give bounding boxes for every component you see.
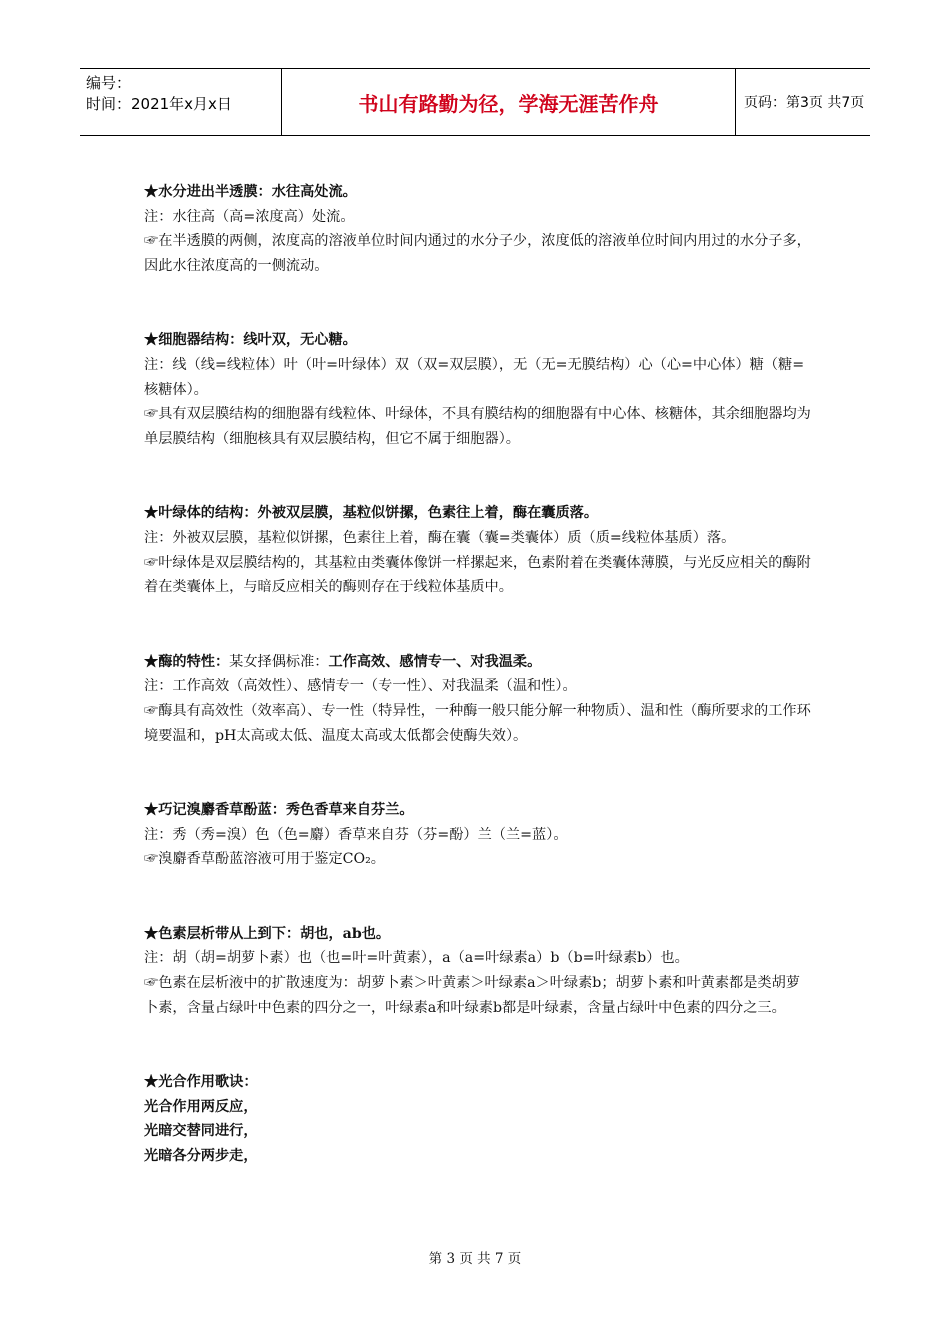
section-title: ★巧记溴麝香草酚蓝：秀色香草来自芬兰。 (144, 802, 414, 819)
section-title: ★水分进出半透膜：水往高处流。 (144, 184, 357, 200)
section-pigment-chromatography (144, 922, 814, 1020)
section-explanation: ☞叶绿体是双层膜结构的，其基粒由类囊体像饼一样摞起来，色素附着在类囊体薄膜，与光反应相关的酶附着在类囊体上，与暗反应相关的酶则存在于线粒体基质中。 (144, 554, 811, 596)
page-header (80, 68, 870, 136)
section-photosynthesis-poem (144, 1070, 814, 1168)
section-title: ★叶绿体的结构：外被双层膜，基粒似饼摞，色素往上着，酶在囊质落。 (144, 505, 599, 522)
section-chloroplast-structure (144, 501, 814, 599)
poem-line: 光合作用两反应， (144, 1098, 258, 1115)
header-info-cell (80, 69, 282, 135)
section-note: 注：胡（胡=胡萝卜素）也（也=叶=叶黄素），a（a=叶绿素a）b（b=叶绿素b）也。 (144, 950, 689, 967)
section-explanation: ☞在半透膜的两侧，浓度高的溶液单位时间内通过的水分子少，浓度低的溶液单位时间内用过的水分子多，因此水往浓度高的一侧流动。 (144, 233, 811, 274)
section-title: ★细胞器结构：线叶双，无心糖。 (144, 332, 357, 349)
section-explanation: ☞具有双层膜结构的细胞器有线粒体、叶绿体，不具有膜结构的细胞器有中心体、核糖体，其余细胞器均为单层膜结构（细胞核具有双层膜结构，但它不属于细胞器）。 (144, 406, 811, 447)
section-title (144, 650, 814, 675)
poem-line: 光暗各分两步走， (144, 1148, 258, 1165)
document-date: 时间：2021年x月x日 (86, 95, 232, 113)
header-page-code: 页码：第3页 共7页 (744, 95, 865, 111)
section-explanation: ☞溴麝香草酚蓝溶液可用于鉴定CO₂。 (144, 851, 385, 868)
poem-title: ★光合作用歌诀： (144, 1074, 258, 1091)
section-title-head: ★酶的特性： (144, 653, 230, 670)
section-bromothymol-blue (144, 798, 814, 872)
section-enzyme-properties (144, 650, 814, 748)
section-note: 注：外被双层膜，基粒似饼摞，色素往上着，酶在囊（囊=类囊体）质（质=线粒体基质）落。 (144, 529, 736, 546)
document-number-label: 编号： (86, 74, 132, 92)
page-footer: 第 3 页 共 7 页 (428, 1251, 522, 1267)
section-explanation: ☞酶具有高效性（效率高）、专一性（特异性，一种酶一般只能分解一种物质）、温和性（酶所要求的工作环境要温和，pH太高或太低、温度太高或太低都会使酶失效）。 (144, 702, 811, 744)
section-title-middle: 某女择偶标准： (229, 653, 329, 670)
header-motto: 书山有路勤为径，学海无涯苦作舟 (282, 69, 736, 135)
document-body (144, 180, 814, 1169)
section-organelle-structure (144, 328, 814, 451)
section-note: 注：工作高效（高效性）、感情专一（专一性）、对我温柔（温和性）。 (144, 678, 577, 695)
section-note: 注：线（线=线粒体）叶（叶=叶绿体）双（双=双层膜），无（无=无膜结构）心（心=中心体）糖（糖=核糖体）。 (144, 356, 805, 398)
section-water-osmosis (144, 180, 814, 278)
section-title-tail: 工作高效、感情专一、对我温柔。 (328, 653, 542, 670)
section-note: 注：秀（秀=溴）色（色=麝）香草来自芬（芬=酚）兰（兰=蓝）。 (144, 826, 568, 843)
section-note: 注：水往高（高=浓度高）处流。 (144, 208, 355, 225)
poem-line: 光暗交替同进行， (144, 1123, 258, 1140)
section-title: ★色素层析带从上到下：胡也，ab也。 (144, 925, 391, 942)
section-explanation: ☞色素在层析液中的扩散速度为：胡萝卜素＞叶黄素＞叶绿素a＞叶绿素b；胡萝卜素和叶黄素都是类胡萝卜素，含量占绿叶中色素的四分之一，叶绿素a和叶绿素b都是叶绿素，含量占绿叶中色素的四分之三。 (144, 975, 800, 1016)
